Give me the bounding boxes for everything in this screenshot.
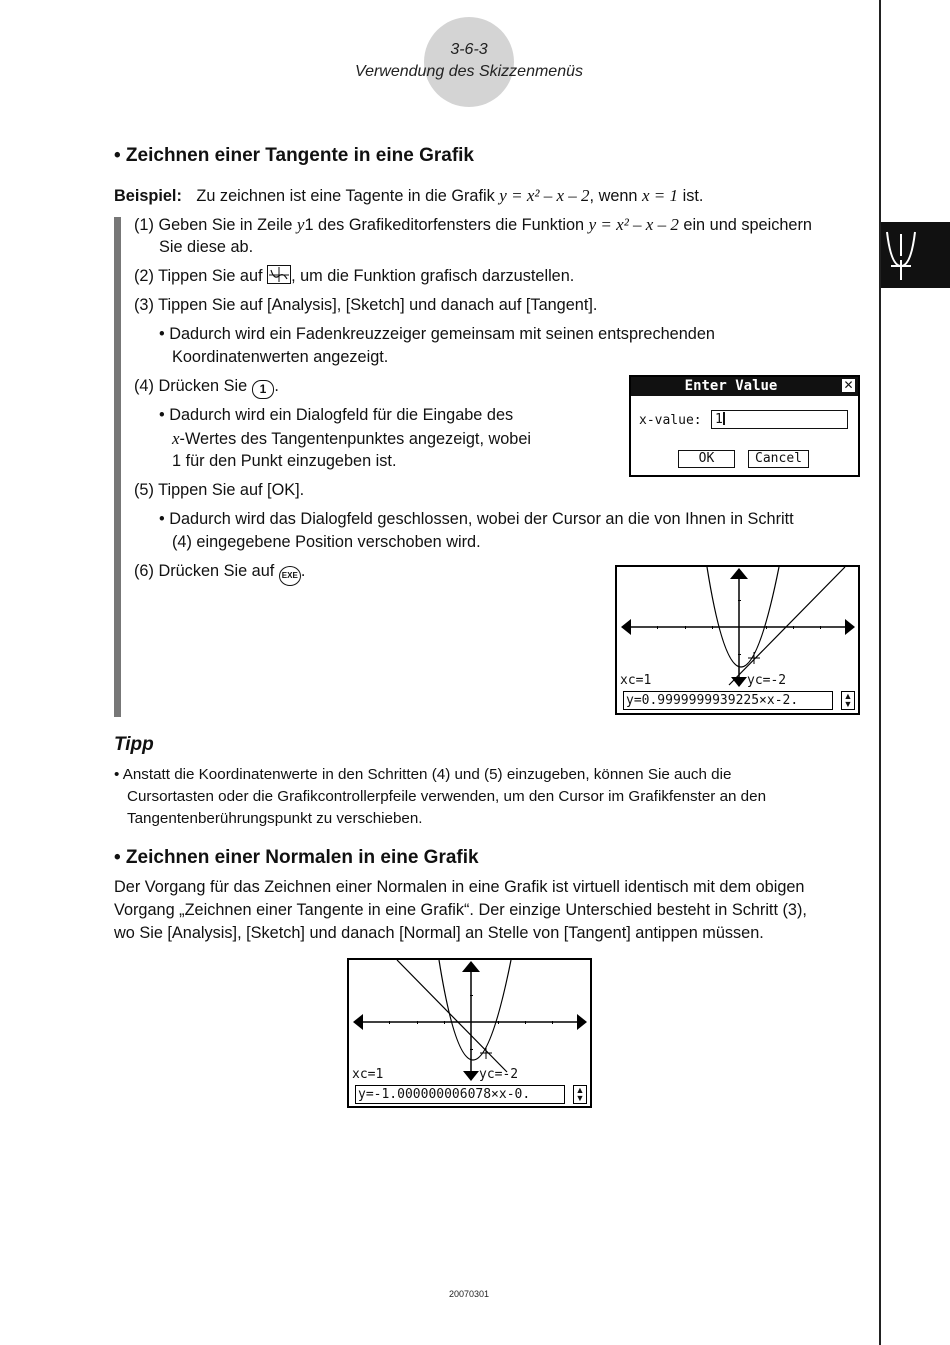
normal-line-3: wo Sie [Analysis], [Sketch] und danach [Normal] an Stelle von [Tangent] antippen müssen. (114, 924, 764, 942)
graph-toolbar-icon (267, 265, 291, 284)
step-6-text-b: . (300, 562, 306, 580)
step-4-bullet-3: 1 für den Punkt einzugeben ist. (172, 452, 397, 470)
step-1-formula: y = x² – x – 2 (588, 215, 679, 234)
ok-button[interactable]: OK (678, 450, 735, 468)
step-3-bullet-1: • Dadurch wird ein Fadenkreuzzeiger gemeinsam mit seinen entsprechenden (159, 325, 715, 343)
x-value-text: 1 (715, 412, 723, 427)
close-icon[interactable]: ✕ (843, 378, 854, 392)
step-5-text: Tippen Sie auf [OK]. (158, 481, 305, 499)
tangent-xc-readout: xc=1 (620, 673, 652, 688)
step-4-number: (4) (134, 377, 154, 395)
step-2-text-a: Tippen Sie auf (158, 267, 268, 285)
text-cursor (723, 412, 725, 425)
normal-xc-readout: xc=1 (352, 1067, 384, 1082)
page-number: 3-6-3 (450, 41, 488, 58)
x-value-label: x-value: (639, 413, 702, 428)
step-1-number: (1) (134, 216, 154, 234)
step-1 (134, 213, 812, 237)
step-3-number: (3) (134, 296, 154, 314)
steps-side-bar (114, 217, 121, 717)
scroll-arrows-icon[interactable]: ▲ ▼ (573, 1085, 587, 1104)
step-5-bullet-1: • Dadurch wird das Dialogfeld geschlossen, wobei der Cursor an die von Ihnen in Schritt (159, 510, 794, 528)
tip-line-3: Tangentenberührungspunkt zu verschieben. (127, 810, 423, 827)
step-1-text-b: 1 des Grafikeditorfensters die Funktion (304, 216, 589, 234)
tip-line-2: Cursortasten oder die Grafikcontrollerpfeile verwenden, um den Cursor im Grafikfenster an den (127, 788, 767, 805)
step-6-number: (6) (134, 562, 154, 580)
tangent-graph-screen (615, 565, 860, 715)
step-4-text-a: Drücken Sie (158, 377, 252, 395)
tip-line-1: • Anstatt die Koordinatenwerte in den Schritten (4) und (5) einzugeben, können Sie auch die (114, 766, 732, 783)
example-line (114, 184, 703, 208)
scroll-arrows-icon[interactable]: ▲ ▼ (841, 691, 855, 710)
example-condition: x = 1 (642, 186, 679, 205)
section-title: Verwendung des Skizzenmenüs (355, 63, 583, 80)
exe-key-icon: EXE (279, 566, 301, 586)
step-3-text: Tippen Sie auf [Analysis], [Sketch] und danach auf [Tangent]. (158, 296, 598, 314)
normal-line-2: Vorgang „Zeichnen einer Tangente in eine Grafik“. Der einzige Unterschied besteht in Schritt (3), (114, 901, 807, 919)
normal-yc-readout: yc=-2 (479, 1067, 519, 1082)
example-text-mid: , wenn (589, 187, 643, 205)
example-text-post: ist. (678, 187, 704, 205)
right-margin-rule (879, 0, 881, 1345)
step-4 (134, 375, 279, 399)
dialog-title: Enter Value (684, 378, 778, 394)
step-4-bullet-1: • Dadurch wird ein Dialogfeld für die Eingabe des (159, 406, 514, 424)
step-4-text-b: . (274, 377, 279, 395)
normal-line-1: Der Vorgang für das Zeichnen einer Normalen in eine Grafik ist virtuell identisch mit dem obigen (114, 878, 805, 896)
example-label: Beispiel: (114, 187, 182, 205)
step-5-bullet-2: (4) eingegebene Position verschoben wird. (172, 533, 481, 551)
tangent-yc-readout: yc=-2 (747, 673, 787, 688)
step-2-number: (2) (134, 267, 154, 285)
step-1-y: y (296, 215, 305, 234)
normal-graph-screen (347, 958, 592, 1108)
step-3-bullet-2: Koordinatenwerten angezeigt. (172, 348, 389, 366)
step-6-text-a: Drücken Sie auf (158, 562, 279, 580)
header-badge (424, 17, 514, 107)
step-3 (134, 294, 597, 317)
example-text-pre: Zu zeichnen ist eine Tagente in die Grafik (196, 187, 500, 205)
normal-equation-field: y=-1.000000006078×x-0. (355, 1085, 565, 1104)
step-1-text-c: ein und speichern (678, 216, 812, 234)
step-2 (134, 265, 574, 288)
key-1-icon: 1 (252, 380, 275, 399)
example-formula: y = x² – x – 2 (499, 186, 590, 205)
dialog-titlebar (631, 377, 858, 396)
tip-heading: Tipp (114, 734, 154, 755)
enter-value-dialog (629, 375, 860, 477)
step-1-line-2: Sie diese ab. (159, 238, 254, 256)
tangent-equation-field: y=0.9999999939225×x-2. (623, 691, 833, 710)
graph-chapter-icon (881, 222, 950, 288)
step-4-bullet-2 (172, 427, 531, 451)
step-5-number: (5) (134, 481, 154, 499)
footer-code: 20070301 (448, 1289, 490, 1299)
step-4-x: x (172, 429, 180, 448)
step-4-bullet-2-text: -Wertes des Tangentenpunktes angezeigt, wobei (179, 430, 532, 448)
step-6 (134, 560, 305, 586)
normal-heading: • Zeichnen einer Normalen in eine Grafik (114, 847, 479, 868)
step-1-text-a: Geben Sie in Zeile (158, 216, 297, 234)
step-2-text-b: , um die Funktion grafisch darzustellen. (291, 267, 575, 285)
chapter-tab (881, 222, 950, 288)
step-5 (134, 479, 304, 502)
cancel-button[interactable]: Cancel (748, 450, 809, 468)
tangent-heading: • Zeichnen einer Tangente in eine Grafik (114, 145, 474, 166)
x-value-input[interactable] (711, 410, 848, 429)
